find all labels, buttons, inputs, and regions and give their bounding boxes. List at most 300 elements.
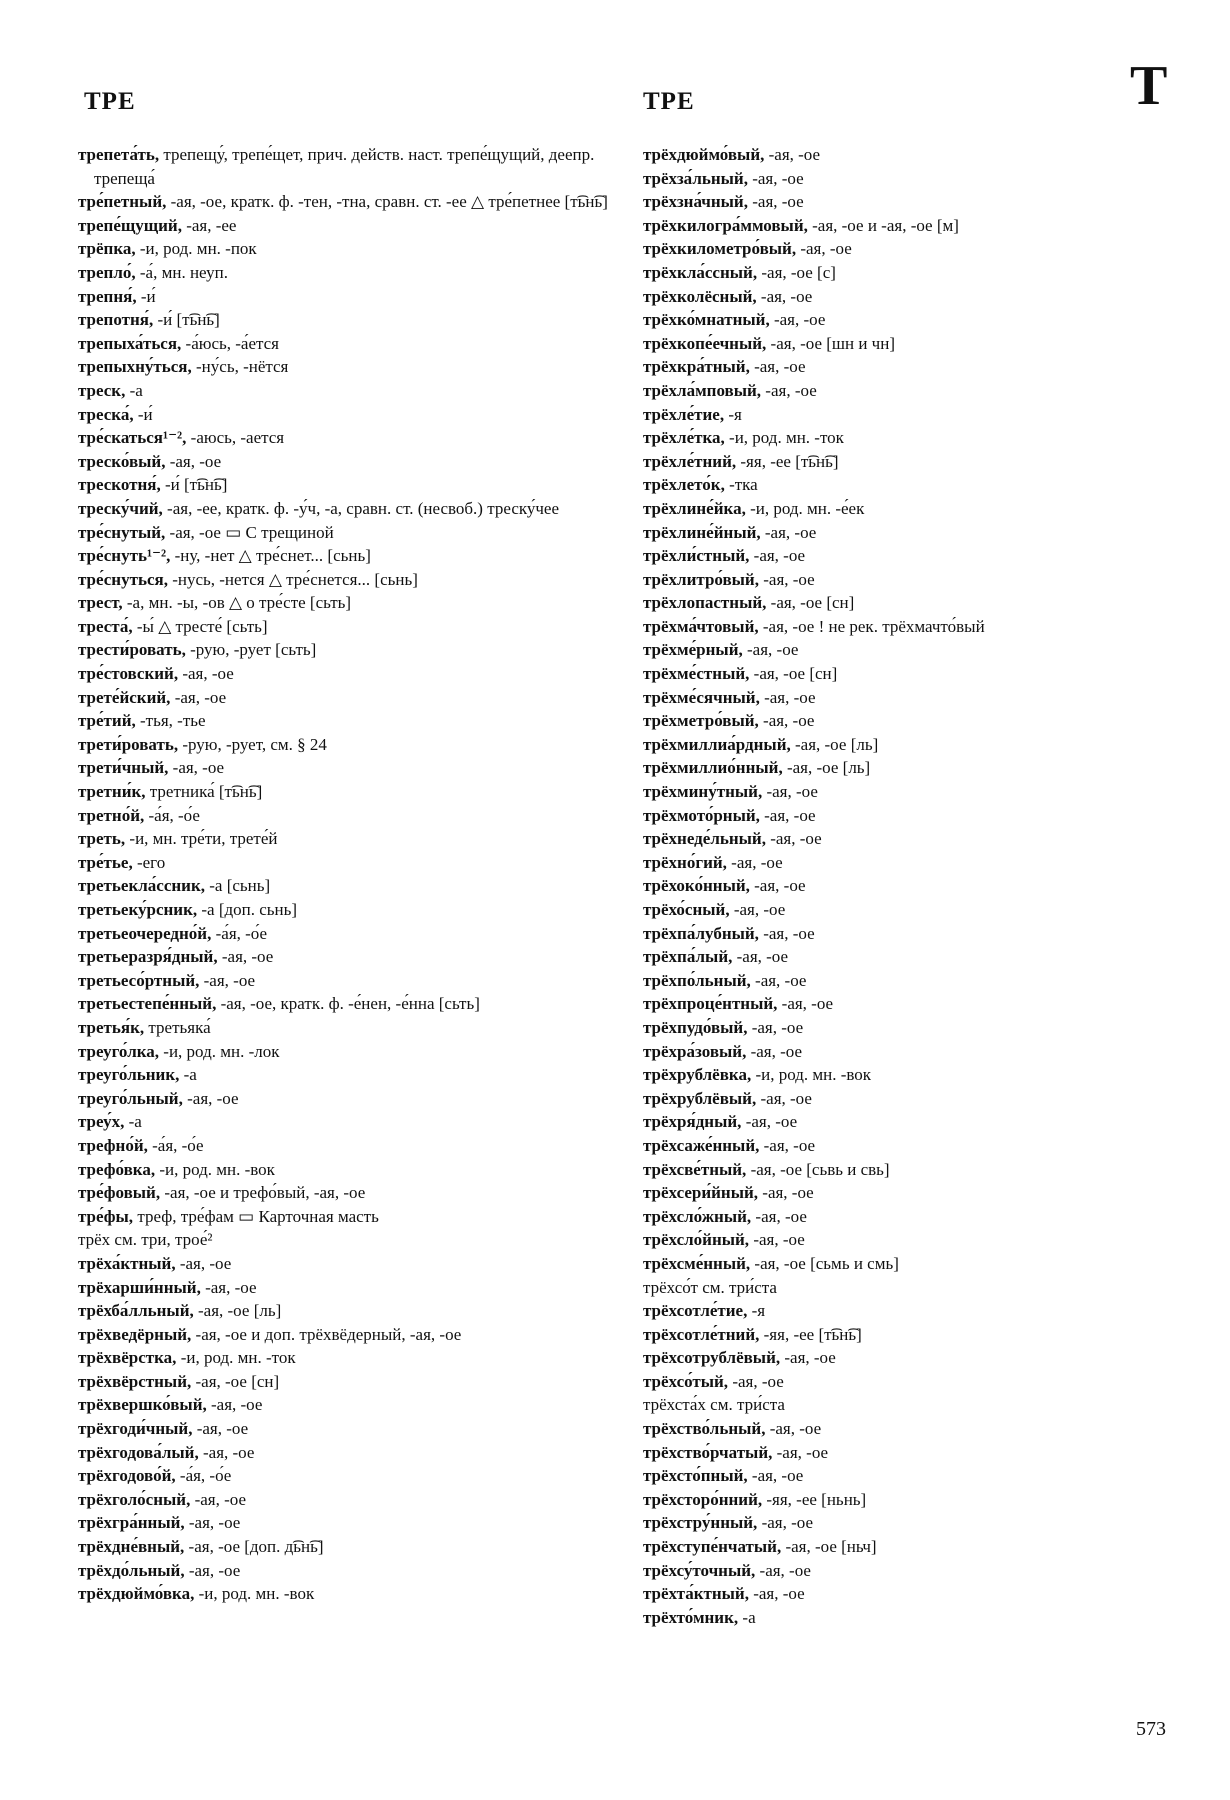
dictionary-entry xyxy=(643,733,1173,757)
dictionary-entry xyxy=(78,1110,608,1134)
dictionary-entry xyxy=(643,756,1173,780)
entry-headword: трёхвершко́вый, xyxy=(78,1395,207,1415)
entry-forms: -ая, -ое xyxy=(765,1419,822,1439)
entry-forms: трёхста́х см. три́ста xyxy=(643,1395,785,1415)
entry-forms: -ая, -ое xyxy=(747,1466,804,1486)
dictionary-entry xyxy=(78,1441,608,1465)
entry-forms: -ая, -ое xyxy=(761,380,817,400)
dictionary-entry xyxy=(643,662,1173,686)
dictionary-entry xyxy=(78,662,608,686)
entry-headword: трёхарши́нный, xyxy=(78,1277,201,1297)
dictionary-entry xyxy=(643,1346,1173,1370)
entry-headword: трёхсу́точный, xyxy=(643,1560,756,1580)
entry-forms: трепещу́, трепе́щет, прич. действ. наст. трепе́щущий, деепр. трепеща́ xyxy=(94,145,595,188)
entry-headword: трёхмото́рный, xyxy=(643,805,760,825)
entry-headword: треста́, xyxy=(78,616,133,636)
dictionary-entry xyxy=(643,1181,1173,1205)
entry-headword: трёхдне́вный, xyxy=(78,1537,185,1557)
entry-forms: -а́, мн. неуп. xyxy=(135,262,229,282)
dictionary-entry xyxy=(78,308,608,332)
entry-headword: тре́петный, xyxy=(78,192,167,212)
dictionary-entry xyxy=(643,969,1173,993)
dictionary-entry xyxy=(78,1040,608,1064)
entry-forms: -ая, -ое xyxy=(758,1183,814,1203)
entry-headword: трёхкра́тный, xyxy=(643,357,750,377)
entry-headword: трёхпроце́нтный, xyxy=(643,994,778,1014)
entry-forms: -ая, -ое xyxy=(206,1395,263,1415)
entry-forms: -а xyxy=(179,1065,197,1085)
dictionary-entry xyxy=(643,638,1173,662)
entry-headword: трёхмиллиа́рдный, xyxy=(643,734,791,754)
entry-headword: трепета́ть, xyxy=(78,145,160,164)
entry-headword: трепыхну́ться, xyxy=(78,357,192,377)
dictionary-entry xyxy=(643,898,1173,922)
entry-forms: -ая, -ое xyxy=(192,1419,249,1439)
entry-headword: трёхсторо́нний, xyxy=(643,1489,763,1509)
right-column xyxy=(643,143,1173,1629)
entry-forms: -ая, -ое xyxy=(765,829,822,849)
entry-forms: третника́ [т͡ьн͡ь] xyxy=(145,782,263,802)
entry-forms: -ая, -ое [сн] xyxy=(766,593,855,613)
dictionary-entry xyxy=(78,473,608,497)
entry-headword: трест, xyxy=(78,593,123,613)
entry-headword: трети́ровать, xyxy=(78,734,179,754)
entry-forms: -ая, -ое xyxy=(758,711,815,731)
dictionary-entry xyxy=(643,709,1173,733)
section-letter: Т xyxy=(1130,55,1168,117)
entry-headword: третни́к, xyxy=(78,782,146,802)
dictionary-entry xyxy=(78,450,608,474)
entry-headword: трети́чный, xyxy=(78,758,169,778)
dictionary-entry xyxy=(643,450,1173,474)
entry-headword: третьекла́ссник, xyxy=(78,876,206,896)
entry-forms: -ая, -ое xyxy=(170,687,227,707)
entry-headword: трефо́вка, xyxy=(78,1159,156,1179)
entry-forms: -и, мн. тре́ти, трете́й xyxy=(125,829,278,849)
dictionary-entry xyxy=(643,190,1173,214)
dictionary-entry xyxy=(643,143,1173,167)
dictionary-entry xyxy=(78,190,608,214)
entry-forms: -ая, -ое [шн и чн] xyxy=(766,333,895,353)
entry-forms: -ая, -ое xyxy=(168,758,225,778)
entry-forms: -а [сьнь] xyxy=(205,876,271,896)
dictionary-entry xyxy=(643,285,1173,309)
entry-headword: трёхвёрстный, xyxy=(78,1371,192,1391)
entry-headword: тре́фы, xyxy=(78,1206,134,1226)
running-head-left: ТРЕ xyxy=(84,88,136,115)
dictionary-entry xyxy=(643,1535,1173,1559)
dictionary-entry xyxy=(78,497,608,521)
dictionary-entry xyxy=(643,1205,1173,1229)
entry-headword: трете́йский, xyxy=(78,687,171,707)
entry-headword: трёхкилометро́вый, xyxy=(643,239,797,259)
entry-forms: -ы́ △ тресте́ [сьть] xyxy=(132,616,268,636)
dictionary-entry xyxy=(643,615,1173,639)
entry-headword: трёхпудо́вый, xyxy=(643,1017,748,1037)
entry-forms: -ая, -ое [ль] xyxy=(790,734,879,754)
dictionary-entry xyxy=(643,355,1173,379)
dictionary-entry xyxy=(643,1417,1173,1441)
entry-headword: трёхведёрный, xyxy=(78,1324,192,1344)
entry-forms: -ая, -ое, кратк. ф. -е́нен, -е́нна [сьть] xyxy=(216,994,480,1014)
entry-forms: -ая, -ое и доп. трёхвёдерный, -ая, -ое xyxy=(191,1324,462,1344)
entry-headword: третьестепе́нный, xyxy=(78,994,217,1014)
dictionary-entry xyxy=(78,1299,608,1323)
entry-forms: -аюсь, -ается xyxy=(186,428,285,448)
entry-headword: треу́х, xyxy=(78,1112,125,1132)
dictionary-entry xyxy=(78,780,608,804)
dictionary-entry xyxy=(643,1299,1173,1323)
entry-forms: -ая, -ое xyxy=(757,1513,814,1533)
entry-headword: трёха́ктный, xyxy=(78,1253,176,1273)
dictionary-entry xyxy=(78,1393,608,1417)
entry-forms: трёхсо́т см. три́ста xyxy=(643,1277,777,1297)
entry-forms: -ая, -ое xyxy=(759,1135,816,1155)
dictionary-entry xyxy=(643,426,1173,450)
entry-headword: трёхнеде́льный, xyxy=(643,829,766,849)
entry-forms: -ая, -ое xyxy=(165,451,222,471)
entry-forms: -рую, -рует [сьть] xyxy=(185,640,317,660)
dictionary-entry xyxy=(78,898,608,922)
entry-forms: -ая, -ое xyxy=(190,1489,247,1509)
entry-forms: -ая, -ое xyxy=(749,1230,805,1250)
dictionary-entry xyxy=(78,969,608,993)
entry-forms: -ая, -ое xyxy=(732,947,789,967)
dictionary-entry xyxy=(643,1276,1173,1300)
dictionary-entry xyxy=(78,1582,608,1606)
entry-headword: трёхгоди́чный, xyxy=(78,1419,193,1439)
dictionary-entry xyxy=(643,945,1173,969)
entry-headword: трёхма́чтовый, xyxy=(643,616,759,636)
entry-forms: -яя, -ее [т͡ьн͡ь] xyxy=(736,451,839,471)
dictionary-entry xyxy=(78,1134,608,1158)
entry-headword: трёхдюймо́вка, xyxy=(78,1584,195,1604)
entry-forms: треф, тре́фам ▭ Карточная масть xyxy=(133,1206,379,1226)
entry-forms: -ая, -ое xyxy=(758,923,815,943)
entry-forms: -ая, -ое xyxy=(760,522,817,542)
entry-headword: трёхсотле́тие, xyxy=(643,1301,748,1321)
entry-headword: трёхство́льный, xyxy=(643,1419,766,1439)
entry-forms: -ну́сь, -нётся xyxy=(191,357,289,377)
entry-forms: -ая, -ое [ль] xyxy=(782,758,871,778)
entry-forms: -а, мн. -ы, -ов △ о тре́сте [сьть] xyxy=(122,593,352,613)
entry-forms: -его xyxy=(132,852,166,872)
entry-forms: -ая, -ое xyxy=(796,239,852,259)
entry-headword: трёхметро́вый, xyxy=(643,711,759,731)
entry-headword: трепло́, xyxy=(78,262,136,282)
dictionary-entry xyxy=(643,992,1173,1016)
dictionary-entry xyxy=(78,544,608,568)
dictionary-entry xyxy=(643,1370,1173,1394)
entry-forms: -ая, -ое xyxy=(750,970,807,990)
entry-headword: трёхра́зовый, xyxy=(643,1041,747,1061)
dictionary-entry xyxy=(643,686,1173,710)
entry-headword: трескотня́, xyxy=(78,475,161,495)
entry-forms: третьяка́ xyxy=(144,1017,211,1037)
entry-forms: -а́юсь, -а́ется xyxy=(181,333,280,353)
entry-headword: трёхсери́йный, xyxy=(643,1183,759,1203)
entry-forms: -и, род. мн. -лок xyxy=(159,1041,280,1061)
dictionary-entry xyxy=(643,237,1173,261)
entry-headword: трёхлето́к, xyxy=(643,475,725,495)
dictionary-entry xyxy=(643,1606,1173,1630)
entry-headword: третно́й, xyxy=(78,805,145,825)
dictionary-entry xyxy=(643,1158,1173,1182)
entry-forms: -и, род. мн. -вок xyxy=(194,1584,315,1604)
dictionary-entry xyxy=(643,261,1173,285)
entry-headword: трёхвёрстка, xyxy=(78,1348,177,1368)
dictionary-entry xyxy=(643,1464,1173,1488)
dictionary-entry xyxy=(643,1488,1173,1512)
dictionary-entry xyxy=(643,1110,1173,1134)
entry-forms: -а́я, -о́е xyxy=(147,1135,204,1155)
entry-headword: треуго́льный, xyxy=(78,1088,183,1108)
entry-forms: -ая, -ое [с] xyxy=(757,262,836,282)
dictionary-entry xyxy=(643,874,1173,898)
entry-forms: -и́ xyxy=(136,286,156,306)
entry-forms: -ая, -ое [сн] xyxy=(191,1371,280,1391)
entry-headword: трепотня́, xyxy=(78,310,154,330)
entry-headword: третьеразря́дный, xyxy=(78,947,218,967)
entry-forms: -и́ [т͡ьн͡ь] xyxy=(160,475,228,495)
entry-headword: треско́вый, xyxy=(78,451,166,471)
entry-forms: -ая, -ее xyxy=(181,215,237,235)
entry-headword: трёхпо́льный, xyxy=(643,970,751,990)
entry-headword: трёхство́рчатый, xyxy=(643,1442,773,1462)
entry-headword: треск, xyxy=(78,380,126,400)
left-column xyxy=(78,143,608,1606)
entry-forms: -ая, -ое xyxy=(182,1088,239,1108)
entry-headword: трёхдо́льный, xyxy=(78,1560,185,1580)
entry-forms: -ая, -ое xyxy=(728,1371,784,1391)
running-head-right: ТРЕ xyxy=(643,88,695,115)
entry-headword: треску́чий, xyxy=(78,498,163,518)
entry-headword: трёхо́сный, xyxy=(643,900,730,919)
entry-forms: -ая, -ое [ньч] xyxy=(781,1537,877,1557)
entry-headword: трёхба́лльный, xyxy=(78,1301,194,1321)
entry-headword: трёхмиллио́нный, xyxy=(643,758,783,778)
entry-headword: треть, xyxy=(78,829,126,849)
entry-headword: трёхмину́тный, xyxy=(643,782,763,802)
dictionary-entry xyxy=(643,780,1173,804)
entry-forms: -а xyxy=(125,380,143,400)
dictionary-entry xyxy=(643,1016,1173,1040)
entry-forms: -ая, -ое xyxy=(758,569,815,589)
entry-forms: -ая, -ее, кратк. ф. -у́ч, -а, сравн. ст. (несвоб.) треску́чее xyxy=(162,498,560,518)
entry-headword: трёхме́сячный, xyxy=(643,687,760,707)
dictionary-entry xyxy=(643,544,1173,568)
dictionary-entry xyxy=(78,1228,608,1252)
entry-headword: трёхли́стный, xyxy=(643,546,750,566)
entry-headword: трёхколёсный, xyxy=(643,286,757,306)
entry-headword: трёхла́мповый, xyxy=(643,380,762,400)
dictionary-entry xyxy=(78,615,608,639)
entry-forms: -ая, -ое xyxy=(756,1088,812,1108)
dictionary-entry xyxy=(643,1228,1173,1252)
entry-headword: третьеочередно́й, xyxy=(78,923,212,943)
dictionary-entry xyxy=(78,827,608,851)
entry-forms: -ая, -ое xyxy=(759,805,816,825)
entry-headword: трёхкилогра́ммовый, xyxy=(643,215,808,235)
entry-headword: трёхсаже́нный, xyxy=(643,1135,760,1155)
entry-headword: трёхкла́ссный, xyxy=(643,262,758,282)
dictionary-entry xyxy=(78,945,608,969)
entry-headword: трёхме́рный, xyxy=(643,640,743,660)
entry-forms: -ая, -ое xyxy=(749,357,806,377)
entry-headword: трёхпа́лый, xyxy=(643,947,733,967)
dictionary-entry xyxy=(643,1582,1173,1606)
entry-headword: трёхлопастный, xyxy=(643,593,767,613)
entry-headword: трёхлине́йка, xyxy=(643,498,746,518)
entry-headword: трёхсло́йный, xyxy=(643,1230,750,1250)
entry-forms: -ая, -ое xyxy=(747,1017,804,1037)
dictionary-entry xyxy=(78,426,608,450)
dictionary-entry xyxy=(78,1464,608,1488)
entry-forms: -ая, -ое xyxy=(749,876,806,896)
entry-forms: -а́я, -о́е xyxy=(144,805,200,825)
dictionary-entry xyxy=(78,1370,608,1394)
dictionary-entry xyxy=(643,167,1173,191)
dictionary-entry xyxy=(78,709,608,733)
dictionary-entry xyxy=(78,1063,608,1087)
entry-forms: -ая, -ое xyxy=(199,970,256,990)
entry-forms: -и, род. мн. -ток xyxy=(724,428,844,448)
dictionary-entry xyxy=(78,1252,608,1276)
dictionary-entry xyxy=(78,285,608,309)
entry-forms: -ая, -ое и трефо́вый, -ая, -ое xyxy=(160,1183,366,1203)
entry-headword: трёхголо́сный, xyxy=(78,1489,191,1509)
entry-headword: трёхзна́чный, xyxy=(643,192,748,212)
entry-headword: трёхко́мнатный, xyxy=(643,310,770,330)
entry-headword: трёхто́мник, xyxy=(643,1607,739,1627)
entry-forms: -а́я, -о́е xyxy=(175,1466,232,1486)
entry-headword: трёхря́дный, xyxy=(643,1112,742,1132)
entry-forms: -ая, -ое [сьвь и свь] xyxy=(746,1159,890,1179)
dictionary-entry xyxy=(643,1040,1173,1064)
dictionary-entry xyxy=(643,521,1173,545)
entry-headword: тре́скаться¹⁻², xyxy=(78,428,187,448)
entry-headword: треуго́лка, xyxy=(78,1041,160,1061)
entry-headword: трёхстру́нный, xyxy=(643,1513,758,1533)
entry-headword: трёхсме́нный, xyxy=(643,1253,751,1273)
dictionary-entry xyxy=(643,308,1173,332)
dictionary-entry xyxy=(643,1134,1173,1158)
page-number: 573 xyxy=(1136,1718,1166,1740)
entry-forms: -ая, -ое xyxy=(756,286,813,306)
entry-forms: -нусь, -нется △ тре́снется... [сьнь] xyxy=(167,569,418,589)
dictionary-entry xyxy=(643,804,1173,828)
entry-forms: -я xyxy=(724,404,742,424)
entry-forms: -ая, -ое xyxy=(777,994,834,1014)
dictionary-entry xyxy=(78,521,608,545)
entry-headword: трепыха́ться, xyxy=(78,333,182,353)
entry-headword: третьеку́рсник, xyxy=(78,900,198,919)
dictionary-entry xyxy=(78,403,608,427)
entry-headword: трёхоко́нный, xyxy=(643,876,750,896)
entry-forms: -тка xyxy=(724,475,758,495)
entry-headword: трёхгра́нный, xyxy=(78,1513,185,1533)
entry-forms: -а́я, -о́е xyxy=(211,923,268,943)
entry-forms: -и́ xyxy=(133,404,153,424)
entry-headword: треска́, xyxy=(78,404,134,424)
entry-headword: трёхсло́жный, xyxy=(643,1206,752,1226)
dictionary-entry xyxy=(643,922,1173,946)
entry-headword: трёхрублёвка, xyxy=(643,1065,752,1085)
entry-headword: трёпка, xyxy=(78,239,136,259)
entry-headword: трёхно́гий, xyxy=(643,852,727,872)
entry-headword: трёхле́тие, xyxy=(643,404,725,424)
entry-headword: трёхсотрублёвый, xyxy=(643,1348,781,1368)
entry-forms: -яя, -ее [т͡ьн͡ь] xyxy=(759,1324,862,1344)
entry-headword: трёхгодово́й, xyxy=(78,1466,176,1486)
entry-forms: -ая, -ое ▭ С трещиной xyxy=(165,522,334,542)
dictionary-entry xyxy=(78,1417,608,1441)
entry-forms: -ая, -ое xyxy=(751,1206,807,1226)
entry-forms: -и, род. мн. -вок xyxy=(155,1159,275,1179)
entry-forms: -ая, -ое xyxy=(178,664,234,684)
entry-forms: -рую, -рует, см. § 24 xyxy=(178,734,327,754)
dictionary-entry xyxy=(78,568,608,592)
entry-forms: -ая, -ое xyxy=(198,1442,255,1462)
entry-headword: трёхле́тка, xyxy=(643,428,725,448)
dictionary-entry xyxy=(78,261,608,285)
entry-forms: -ая, -ое xyxy=(217,947,274,967)
entry-headword: трефно́й, xyxy=(78,1135,148,1155)
dictionary-entry xyxy=(78,1087,608,1111)
entry-forms: -я xyxy=(747,1301,766,1321)
entry-headword: трёхдюймо́вый, xyxy=(643,145,765,164)
entry-forms: -ая, -ое xyxy=(184,1560,241,1580)
entry-forms: -ая, -ое [доп. д͡ьн͡ь] xyxy=(184,1537,324,1557)
dictionary-entry xyxy=(78,237,608,261)
dictionary-entry xyxy=(78,355,608,379)
entry-forms: -ая, -ое, кратк. ф. -тен, -тна, сравн. ст. -ее △ тре́петнее [т͡ьн͡ь] xyxy=(166,192,608,212)
entry-forms: -а [доп. сьнь] xyxy=(197,900,298,919)
dictionary-entry xyxy=(78,1511,608,1535)
dictionary-entry xyxy=(78,214,608,238)
dictionary-entry xyxy=(78,756,608,780)
entry-forms: -тья, -тье xyxy=(135,711,206,731)
entry-headword: третьесо́ртный, xyxy=(78,970,200,990)
entry-forms: -ая, -ое ! не рек. трёхмачто́вый xyxy=(758,616,985,636)
entry-forms: -ая, -ое xyxy=(747,168,804,188)
dictionary-entry xyxy=(643,1087,1173,1111)
entry-forms: трёх см. три, трое́² xyxy=(78,1230,213,1250)
entry-forms: -ая, -ое xyxy=(726,852,783,872)
dictionary-entry xyxy=(643,851,1173,875)
dictionary-entry xyxy=(78,591,608,615)
entry-forms: -ая, -ое и -ая, -ое [м] xyxy=(807,215,959,235)
entry-forms: -ая, -ое xyxy=(769,310,826,330)
entry-forms: -ая, -ое xyxy=(184,1513,241,1533)
entry-forms: -ая, -ое xyxy=(729,900,786,919)
entry-headword: трёхрублёвый, xyxy=(643,1088,757,1108)
dictionary-entry xyxy=(78,874,608,898)
entry-forms: -ая, -ое [сьмь и смь] xyxy=(750,1253,899,1273)
entry-headword: тре́тье, xyxy=(78,852,133,872)
dictionary-entry xyxy=(643,332,1173,356)
entry-forms: -а xyxy=(738,1607,756,1627)
dictionary-entry xyxy=(78,1181,608,1205)
dictionary-entry xyxy=(78,1323,608,1347)
dictionary-entry xyxy=(643,473,1173,497)
entry-headword: трепе́щущий, xyxy=(78,215,182,235)
dictionary-entry xyxy=(643,497,1173,521)
entry-headword: трёхлитро́вый, xyxy=(643,569,759,589)
entry-headword: тре́снуться, xyxy=(78,569,168,589)
dictionary-entry xyxy=(643,827,1173,851)
entry-headword: трёхза́льный, xyxy=(643,168,748,188)
